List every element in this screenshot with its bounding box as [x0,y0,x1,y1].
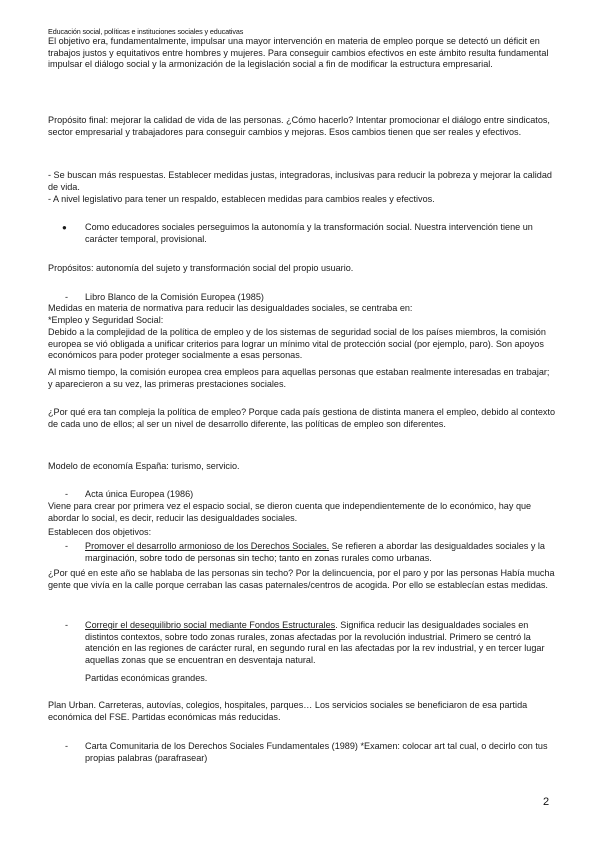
paragraph-espacio-social: Viene para crear por primera vez el espacio social, se dieron cuenta que independientemente de lo económico, hay que abordar lo social, es decir, reducir las desigualdades sociales. [48,501,532,523]
objetivo-derechos-sociales-title: Promover el desarrollo armonioso de los Derechos Sociales. [85,541,330,551]
dash-icon: - [65,741,69,751]
item-carta-comunitaria: Carta Comunitaria de los Derechos Sociales Fundamentales (1989) *Examen: colocar art tal cual, o decirlo con tus propias palabras (parafrasear) [85,741,548,763]
dash-icon: - [65,620,69,630]
page-number: 2 [543,796,550,808]
paragraph-medidas: Medidas en materia de normativa para reducir las desigualdades sociales, se centraba en: [48,303,413,313]
objetivo-derechos-sociales-text: Se refieren a abordar las desigualdades sociales y la marginación, sobre todo de personas sin techo; tanto en zonas rurales como urbanas. [85,541,545,563]
paragraph-personas-sin-techo: ¿Por qué en este año se hablaba de las personas sin techo? Por la delincuencia, por el paro y por las personas Había mucha gente que vivía en la calle porque cerraban las casas paternales/centros de acogida. Por ello se establecían estas medidas. [48,568,555,590]
dash-icon: - [65,541,69,551]
dash-icon: - [65,489,69,499]
paragraph-proposito-final: Propósito final: mejorar la calidad de vida de las personas. ¿Cómo hacerlo? Intentar promocionar el diálogo entre sindicatos, sector empresarial y trabajadores para conseguir cambios y mejoras. Esos cambios tienen que ser reales y efectivos. [48,115,550,137]
paragraph-modelo-economia: Modelo de economía España: turismo, servicio. [48,461,240,471]
paragraph-dos-objetivos: Establecen dos objetivos: [48,527,152,537]
paragraph-propositos: Propósitos: autonomía del sujeto y transformación social del propio usuario. [48,263,354,273]
item-libro-blanco: Libro Blanco de la Comisión Europea (1985) [85,292,264,302]
paragraph-complejidad: Debido a la complejidad de la política de empleo y de los sistemas de seguridad social de los países miembros, la comisión europea se vió obligada a unificar criterios para lograr un mínimo vital de protección social (por ejemplo, paro). Son apoyos económicos para poder proteger socialmente a esas personas. [48,327,546,360]
objetivo-derechos-sociales [85,541,556,564]
dash-icon: - [65,292,69,302]
item-acta-unica: Acta única Europea (1986) [85,489,194,499]
paragraph-objetivo: El objetivo era, fundamentalmente, impulsar una mayor intervención en materia de empleo porque se detectó un déficit en trabajos justos y equitativos entre hombres y mujeres. Para conseguir cambios efectivos en este ámbito resulta fundamental impulsar el diálogo social y la armonización de la legislación social a fin de modificar la estructura empresarial. [48,36,549,69]
paragraph-plan-urban: Plan Urban. Carreteras, autovías, colegios, hospitales, parques… Los servicios sociales se beneficiaron de esa partida económica del FSE. Partidas económicas más reducidas. [48,700,528,722]
paragraph-respuestas: - Se buscan más respuestas. Establecer medidas justas, integradoras, inclusivas para reducir la pobreza y mejorar la calidad de vida. [48,170,552,192]
paragraph-mismo-tiempo: Al mismo tiempo, la comisión europea crea empleos para aquellas personas que estaban realmente interesadas en trabajar; y aparecieron a su vez, las primeras prestaciones sociales. [48,367,550,389]
objetivo-fondos-estructurales [85,620,556,666]
bullet-educadores: Como educadores sociales perseguimos la autonomía y la transformación social. Nuestra intervención tiene un carácter temporal, provisional. [85,222,533,244]
paragraph-por-que-compleja: ¿Por qué era tan compleja la política de empleo? Porque cada país gestiona de distinta manera el empleo, debido al contexto de cada uno de ellos; al ser un nivel de desarrollo diferente, las políticas de empleo son diferentes. [48,407,556,429]
paragraph-empleo-heading: *Empleo y Seguridad Social: [48,315,164,325]
bullet-icon: ● [62,223,67,232]
page-header: Educación social, políticas e instituciones sociales y educativas [48,27,244,36]
paragraph-partidas-grandes: Partidas económicas grandes. [85,673,208,683]
paragraph-nivel-legislativo: - A nivel legislativo para tener un respaldo, establecen medidas para cambios reales y efectivos. [48,194,435,204]
objetivo-fondos-estructurales-title: Corregir el desequilibrio social mediante Fondos Estructurales [85,620,336,630]
objetivo-fondos-estructurales-text: . Significa reducir las desigualdades sociales en distintos contextos, sobre todo zonas rurales, zonas afectadas por la revolución industrial. Primero se centró la atención en las regiones de carácter rural, en segundo rural en las afectadas por la rev industrial, y en tercer lugar aquellas zonas que se encuentran en desventaja natural. [85,620,545,665]
